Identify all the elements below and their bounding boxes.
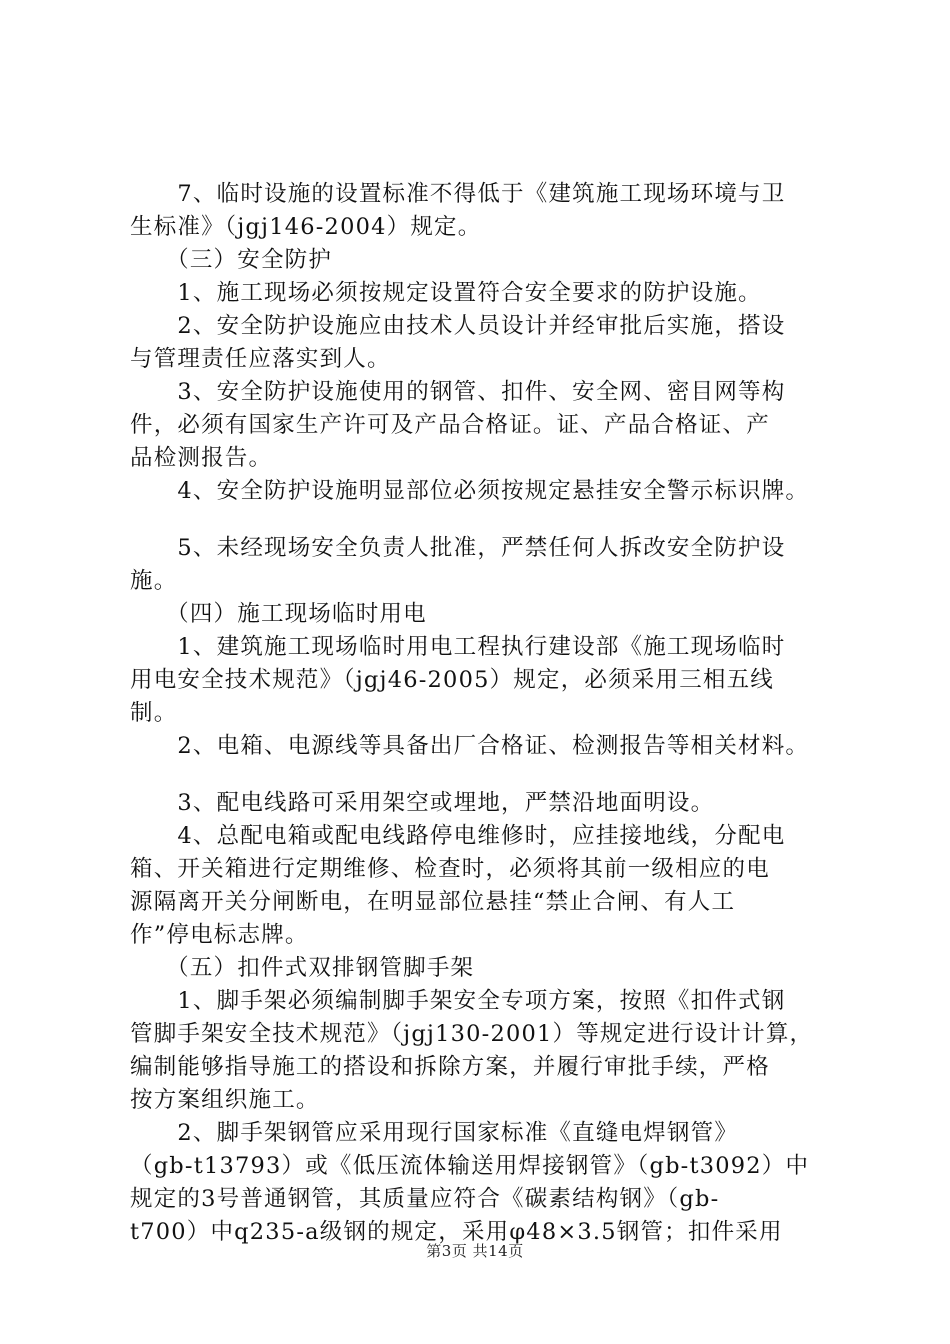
text-line: 2、脚手架钢管应采用现行国家标准《直缝电焊钢管》	[130, 1120, 739, 1146]
text-line: 7、临时设施的设置标准不得低于《建筑施工现场环境与卫	[130, 181, 786, 207]
text-line: 与管理责任应落实到人。	[130, 346, 391, 372]
text-line: t700）中q235-a级钢的规定，采用φ48×3.5钢管；扣件采用	[130, 1219, 783, 1245]
text-line: 按方案组织施工。	[130, 1087, 320, 1113]
text-line: 编制能够指导施工的搭设和拆除方案，并履行审批手续，严格	[130, 1054, 770, 1080]
text-line: 2、电箱、电源线等具备出厂合格证、检测报告等相关材料。	[130, 733, 810, 759]
text-line: 源隔离开关分闸断电，在明显部位悬挂“禁止合闸、有人工	[130, 889, 736, 915]
text-line: （五）扣件式双排钢管脚手架	[130, 955, 475, 981]
page-number-footer: 第3页 共14页	[426, 1242, 524, 1260]
text-line: 作”停电标志牌。	[130, 922, 309, 948]
text-line: 1、脚手架必须编制脚手架安全专项方案，按照《扣件式钢	[130, 988, 786, 1014]
text-line: 3、配电线路可采用架空或埋地，严禁沿地面明设。	[130, 790, 715, 816]
text-line: 箱、开关箱进行定期维修、检查时，必须将其前一级相应的电	[130, 856, 770, 882]
text-line: 5、未经现场安全负责人批准，严禁任何人拆改安全防护设	[130, 535, 786, 561]
text-line: 4、总配电箱或配电线路停电维修时，应挂接地线，分配电	[130, 823, 786, 849]
text-line: 1、建筑施工现场临时用电工程执行建设部《施工现场临时	[130, 634, 786, 660]
text-line: 用电安全技术规范》（jgj46-2005）规定，必须采用三相五线	[130, 667, 775, 693]
text-line: （三）安全防护	[130, 247, 333, 273]
text-line: 制。	[130, 700, 178, 726]
text-line: 规定的3号普通钢管，其质量应符合《碳素结构钢》（gb-	[130, 1186, 720, 1212]
text-line: （gb-t13793）或《低压流体输送用焊接钢管》（gb-t3092）中	[130, 1153, 810, 1179]
text-line: （四）施工现场临时用电	[130, 601, 427, 627]
text-line: 1、施工现场必须按规定设置符合安全要求的防护设施。	[130, 280, 762, 306]
text-line: 4、安全防护设施明显部位必须按规定悬挂安全警示标识牌。	[130, 478, 810, 504]
text-line: 品检测报告。	[130, 445, 273, 471]
text-line: 生标准》（jgj146-2004）规定。	[130, 214, 482, 240]
text-line: 管脚手架安全技术规范》（jgj130-2001）等规定进行设计计算，	[130, 1021, 814, 1047]
text-line: 施。	[130, 568, 178, 594]
text-line: 2、安全防护设施应由技术人员设计并经审批后实施，搭设	[130, 313, 786, 339]
text-line: 3、安全防护设施使用的钢管、扣件、安全网、密目网等构	[130, 379, 786, 405]
text-line: 件，必须有国家生产许可及产品合格证。证、产品合格证、产	[130, 412, 770, 438]
